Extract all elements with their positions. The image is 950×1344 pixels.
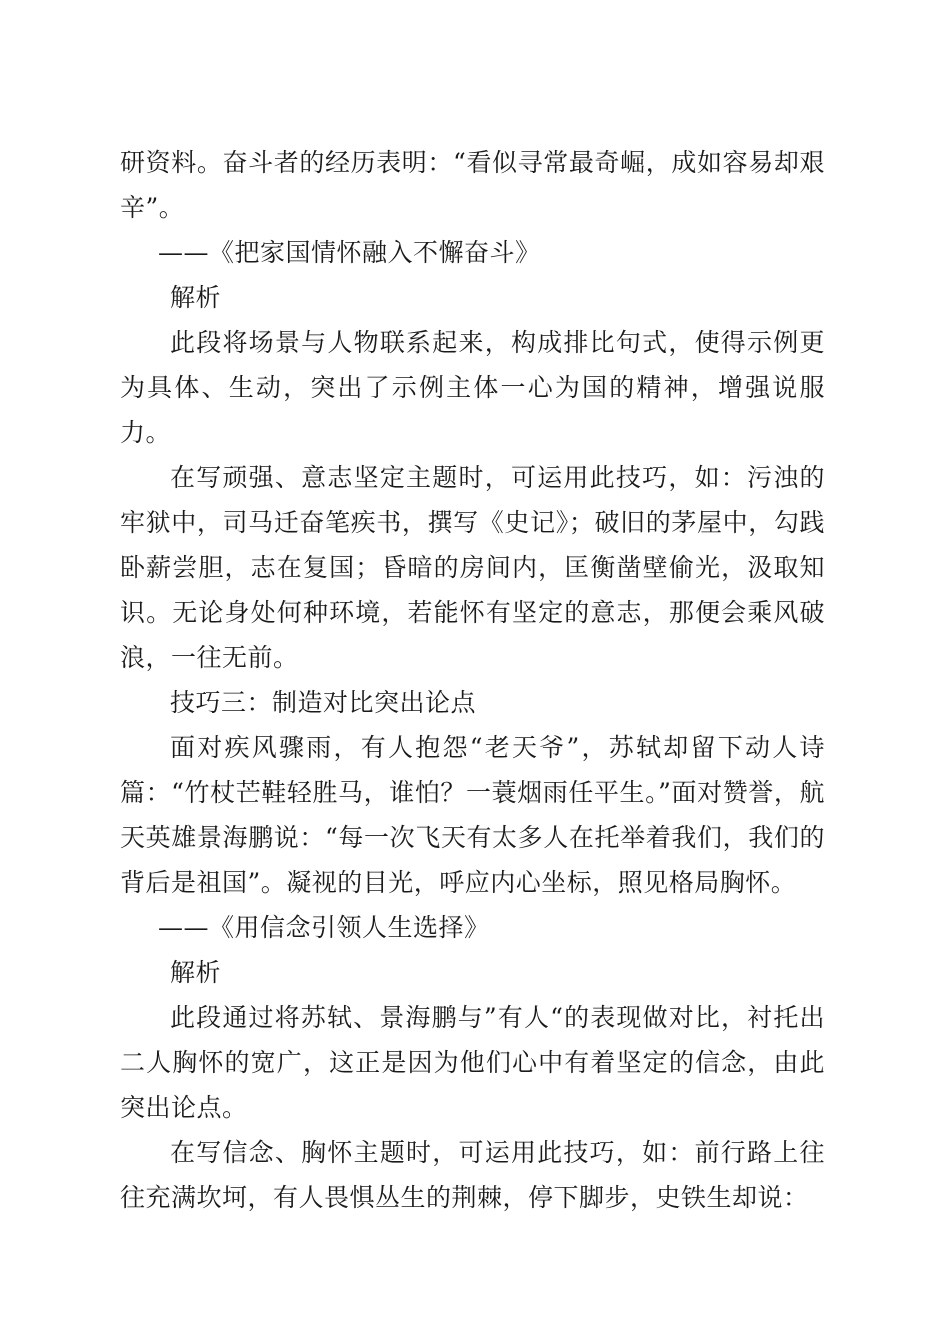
analysis-paragraph: 此段通过将苏轼、景海鹏与”有人“的表现做对比，衬托出二人胸怀的宽广，这正是因为他们心中有着坚定的信念，由此突出论点。 [120, 1003, 825, 1122]
section-heading: 技巧三：制造对比突出论点 [170, 688, 477, 717]
analysis-label: 解析 [170, 283, 222, 312]
body-paragraph: 面对疾风骤雨，有人抱怨“老天爷”，苏轼却留下动人诗篇：“竹杖芒鞋轻胜马，谁怕？一蓑烟雨任平生。”面对赞誉，航天英雄景海鹏说：“每一次飞天有太多人在托举着我们，我们的背后是祖国”。凝视的目光，呼应内心坐标，照见格局胸怀。 [120, 733, 825, 897]
source-citation: ——《用信念引领人生选择》 [158, 913, 490, 942]
source-citation: ——《把家国情怀融入不懈奋斗》 [158, 238, 541, 267]
example-paragraph: 在写顽强、意志坚定主题时，可运用此技巧，如：污浊的牢狱中，司马迁奋笔疾书，撰写《史记》；破旧的茅屋中，勾践卧薪尝胆，志在复国；昏暗的房间内，匡衡凿壁偷光，汲取知识。无论身处何种环境，若能怀有坚定的意志，那便会乘风破浪，一往无前。 [120, 463, 825, 672]
analysis-label: 解析 [170, 958, 222, 987]
analysis-paragraph: 此段将场景与人物联系起来，构成排比句式，使得示例更为具体、生动，突出了示例主体一心为国的精神，增强说服力。 [120, 328, 825, 447]
paragraph-continued: 研资料。奋斗者的经历表明：“看似寻常最奇崛，成如容易却艰辛”。 [120, 148, 825, 222]
document-body [120, 140, 825, 1220]
example-paragraph: 在写信念、胸怀主题时，可运用此技巧，如：前行路上往往充满坎坷，有人畏惧丛生的荆棘，停下脚步，史铁生却说： [120, 1138, 825, 1212]
